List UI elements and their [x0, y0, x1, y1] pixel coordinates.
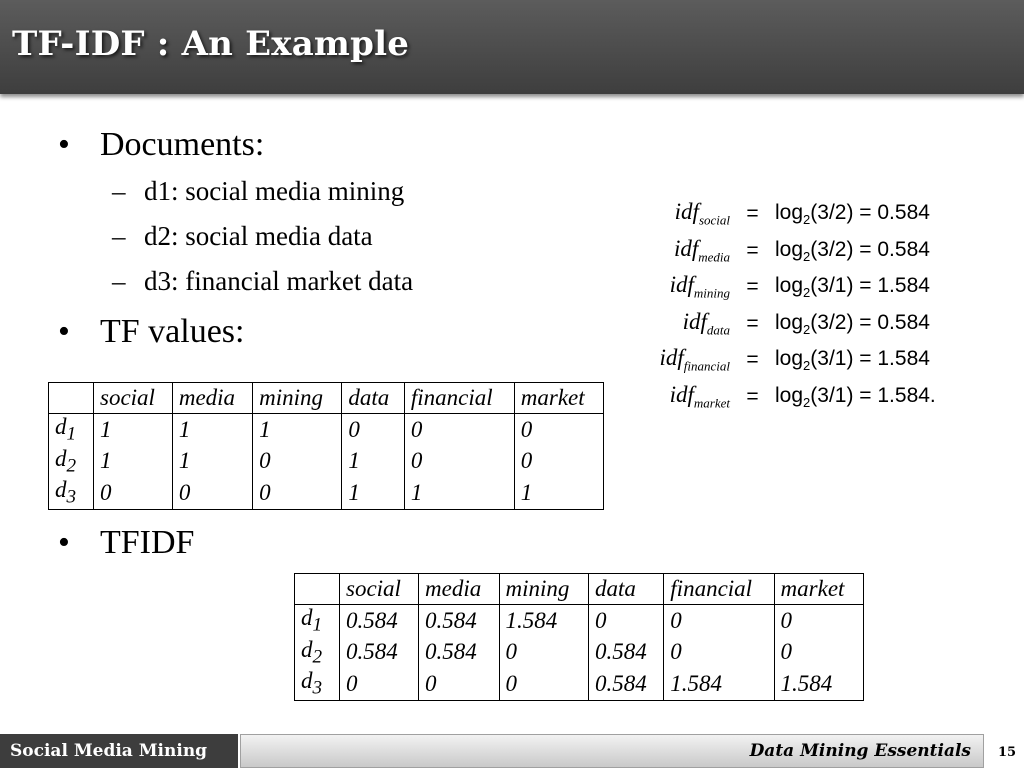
footer-chapter-title: Data Mining Essentials: [240, 734, 984, 768]
table-cell: 0: [404, 414, 514, 446]
table-cell: 0.584: [588, 668, 663, 700]
table-cell: 1: [94, 446, 173, 478]
table-cell: 0: [342, 414, 405, 446]
table-cell: 0: [94, 477, 173, 509]
sub-bullet-text: d2: social media data: [144, 221, 373, 251]
idf-value: $\log_2(3/1) = 1.584$: [775, 347, 930, 374]
table-cell: 1.584: [499, 605, 588, 637]
table-header-cell: media: [419, 574, 500, 605]
tfidf-table: [294, 573, 864, 701]
row-label: $d_3$: [55, 477, 77, 508]
table-cell: 1: [94, 414, 173, 446]
bullet-dot: •: [58, 126, 70, 163]
table-header-cell: mining: [499, 574, 588, 605]
table-cell: 0: [499, 637, 588, 669]
table-cell: 0: [664, 605, 774, 637]
table-row: [295, 668, 864, 700]
dash: –: [112, 221, 126, 251]
table-cell: 0: [588, 605, 663, 637]
table-row: [49, 414, 604, 446]
idf-term: idf$_{market}$: [669, 381, 730, 411]
table-header-cell: financial: [664, 574, 774, 605]
equals-sign: =: [746, 275, 759, 299]
table-row: [49, 477, 604, 509]
idf-term: idf$_{mining}$: [669, 272, 730, 302]
table-cell: 1: [253, 414, 342, 446]
table-cell: 1: [342, 477, 405, 509]
idf-value: $\log_2(3/2) = 0.584$: [775, 310, 930, 337]
table-cell: 1.584: [774, 668, 863, 700]
bullet-dot: •: [58, 313, 70, 350]
table-cell: 1: [514, 477, 603, 509]
table-cell: 1: [342, 446, 405, 478]
slide-title: TF-IDF : An Example: [12, 24, 410, 64]
table-cell: 0: [404, 446, 514, 478]
tf-values-table: [48, 382, 604, 510]
table-header-cell: data: [342, 383, 405, 414]
table-cell: 0.584: [340, 637, 419, 669]
bullet-text: Documents:: [100, 126, 265, 163]
page-number: 15: [997, 745, 1017, 760]
table-cell: 0.584: [419, 605, 500, 637]
table-cell: 1: [172, 446, 252, 478]
table-header-cell: social: [94, 383, 173, 414]
table-header-cell: market: [774, 574, 863, 605]
bullet-text: TFIDF: [100, 524, 195, 561]
row-label: $d_2$: [55, 445, 77, 477]
idf-term: idf$_{media}$: [673, 235, 730, 265]
table-cell: 0: [253, 477, 342, 509]
idf-equations: [630, 196, 970, 415]
equals-sign: =: [746, 311, 759, 335]
idf-value: $\log_2(3/2) = 0.584$: [775, 201, 930, 228]
table-header-cell: data: [588, 574, 663, 605]
idf-term: idf$_{financial}$: [659, 345, 730, 375]
table-cell: 0.584: [340, 605, 419, 637]
table-cell: 0.584: [588, 637, 663, 669]
idf-equation-row: [630, 233, 970, 270]
bullet-dot: •: [58, 524, 70, 561]
table-cell: 0: [514, 414, 603, 446]
table-header-cell: market: [514, 383, 603, 414]
dash: –: [112, 266, 126, 296]
bullet-documents: [58, 126, 264, 164]
idf-equation-row: [630, 306, 970, 343]
table-cell: 0: [419, 668, 500, 700]
idf-equation-row: [630, 196, 970, 233]
dash: –: [112, 176, 126, 206]
idf-term: idf$_{social}$: [674, 199, 730, 229]
table-header-cell: mining: [253, 383, 342, 414]
table-cell: 1: [404, 477, 514, 509]
sub-bullet-d1: [112, 176, 404, 207]
equals-sign: =: [746, 238, 759, 262]
table-cell: 0: [253, 446, 342, 478]
table-row: [295, 605, 864, 637]
equals-sign: =: [746, 202, 759, 226]
idf-term: idf$_{data}$: [682, 308, 730, 338]
table-row: [295, 637, 864, 669]
table-cell: 1: [172, 414, 252, 446]
bullet-tfidf: [58, 524, 194, 562]
sub-bullet-d3: [112, 266, 413, 297]
table-cell: 0: [664, 637, 774, 669]
table-cell: 0: [172, 477, 252, 509]
row-label: $d_1$: [301, 605, 323, 636]
table-corner-cell: [295, 574, 340, 605]
table-cell: 0: [774, 605, 863, 637]
table-header-cell: social: [340, 574, 419, 605]
table-header-cell: financial: [404, 383, 514, 414]
idf-equation-row: [630, 342, 970, 379]
equals-sign: =: [746, 348, 759, 372]
idf-equation-row: [630, 379, 970, 416]
table-cell: 0: [499, 668, 588, 700]
row-label: $d_1$: [55, 414, 77, 445]
idf-equation-row: [630, 269, 970, 306]
table-cell: 0.584: [419, 637, 500, 669]
sub-bullet-d2: [112, 221, 373, 252]
idf-value: $\log_2(3/2) = 0.584$: [775, 237, 930, 264]
equals-sign: =: [746, 384, 759, 408]
row-label: $d_2$: [301, 636, 323, 668]
table-corner-cell: [49, 383, 94, 414]
bullet-text: TF values:: [100, 313, 245, 350]
bullet-tf-values: [58, 313, 244, 351]
idf-value: $\log_2(3/1) = 1.584$.: [775, 383, 936, 410]
table-header-cell: media: [172, 383, 252, 414]
table-header-row: [49, 383, 604, 414]
table-row: [49, 446, 604, 478]
table-header-row: [295, 574, 864, 605]
slide-header: [0, 0, 1024, 94]
table-cell: 1.584: [664, 668, 774, 700]
sub-bullet-text: d3: financial market data: [144, 266, 414, 296]
table-cell: 0: [514, 446, 603, 478]
table-cell: 0: [340, 668, 419, 700]
footer-course-title: Social Media Mining: [0, 734, 238, 768]
table-cell: 0: [774, 637, 863, 669]
row-label: $d_3$: [301, 668, 323, 699]
idf-value: $\log_2(3/1) = 1.584$: [775, 274, 930, 301]
sub-bullet-text: d1: social media mining: [144, 176, 405, 206]
